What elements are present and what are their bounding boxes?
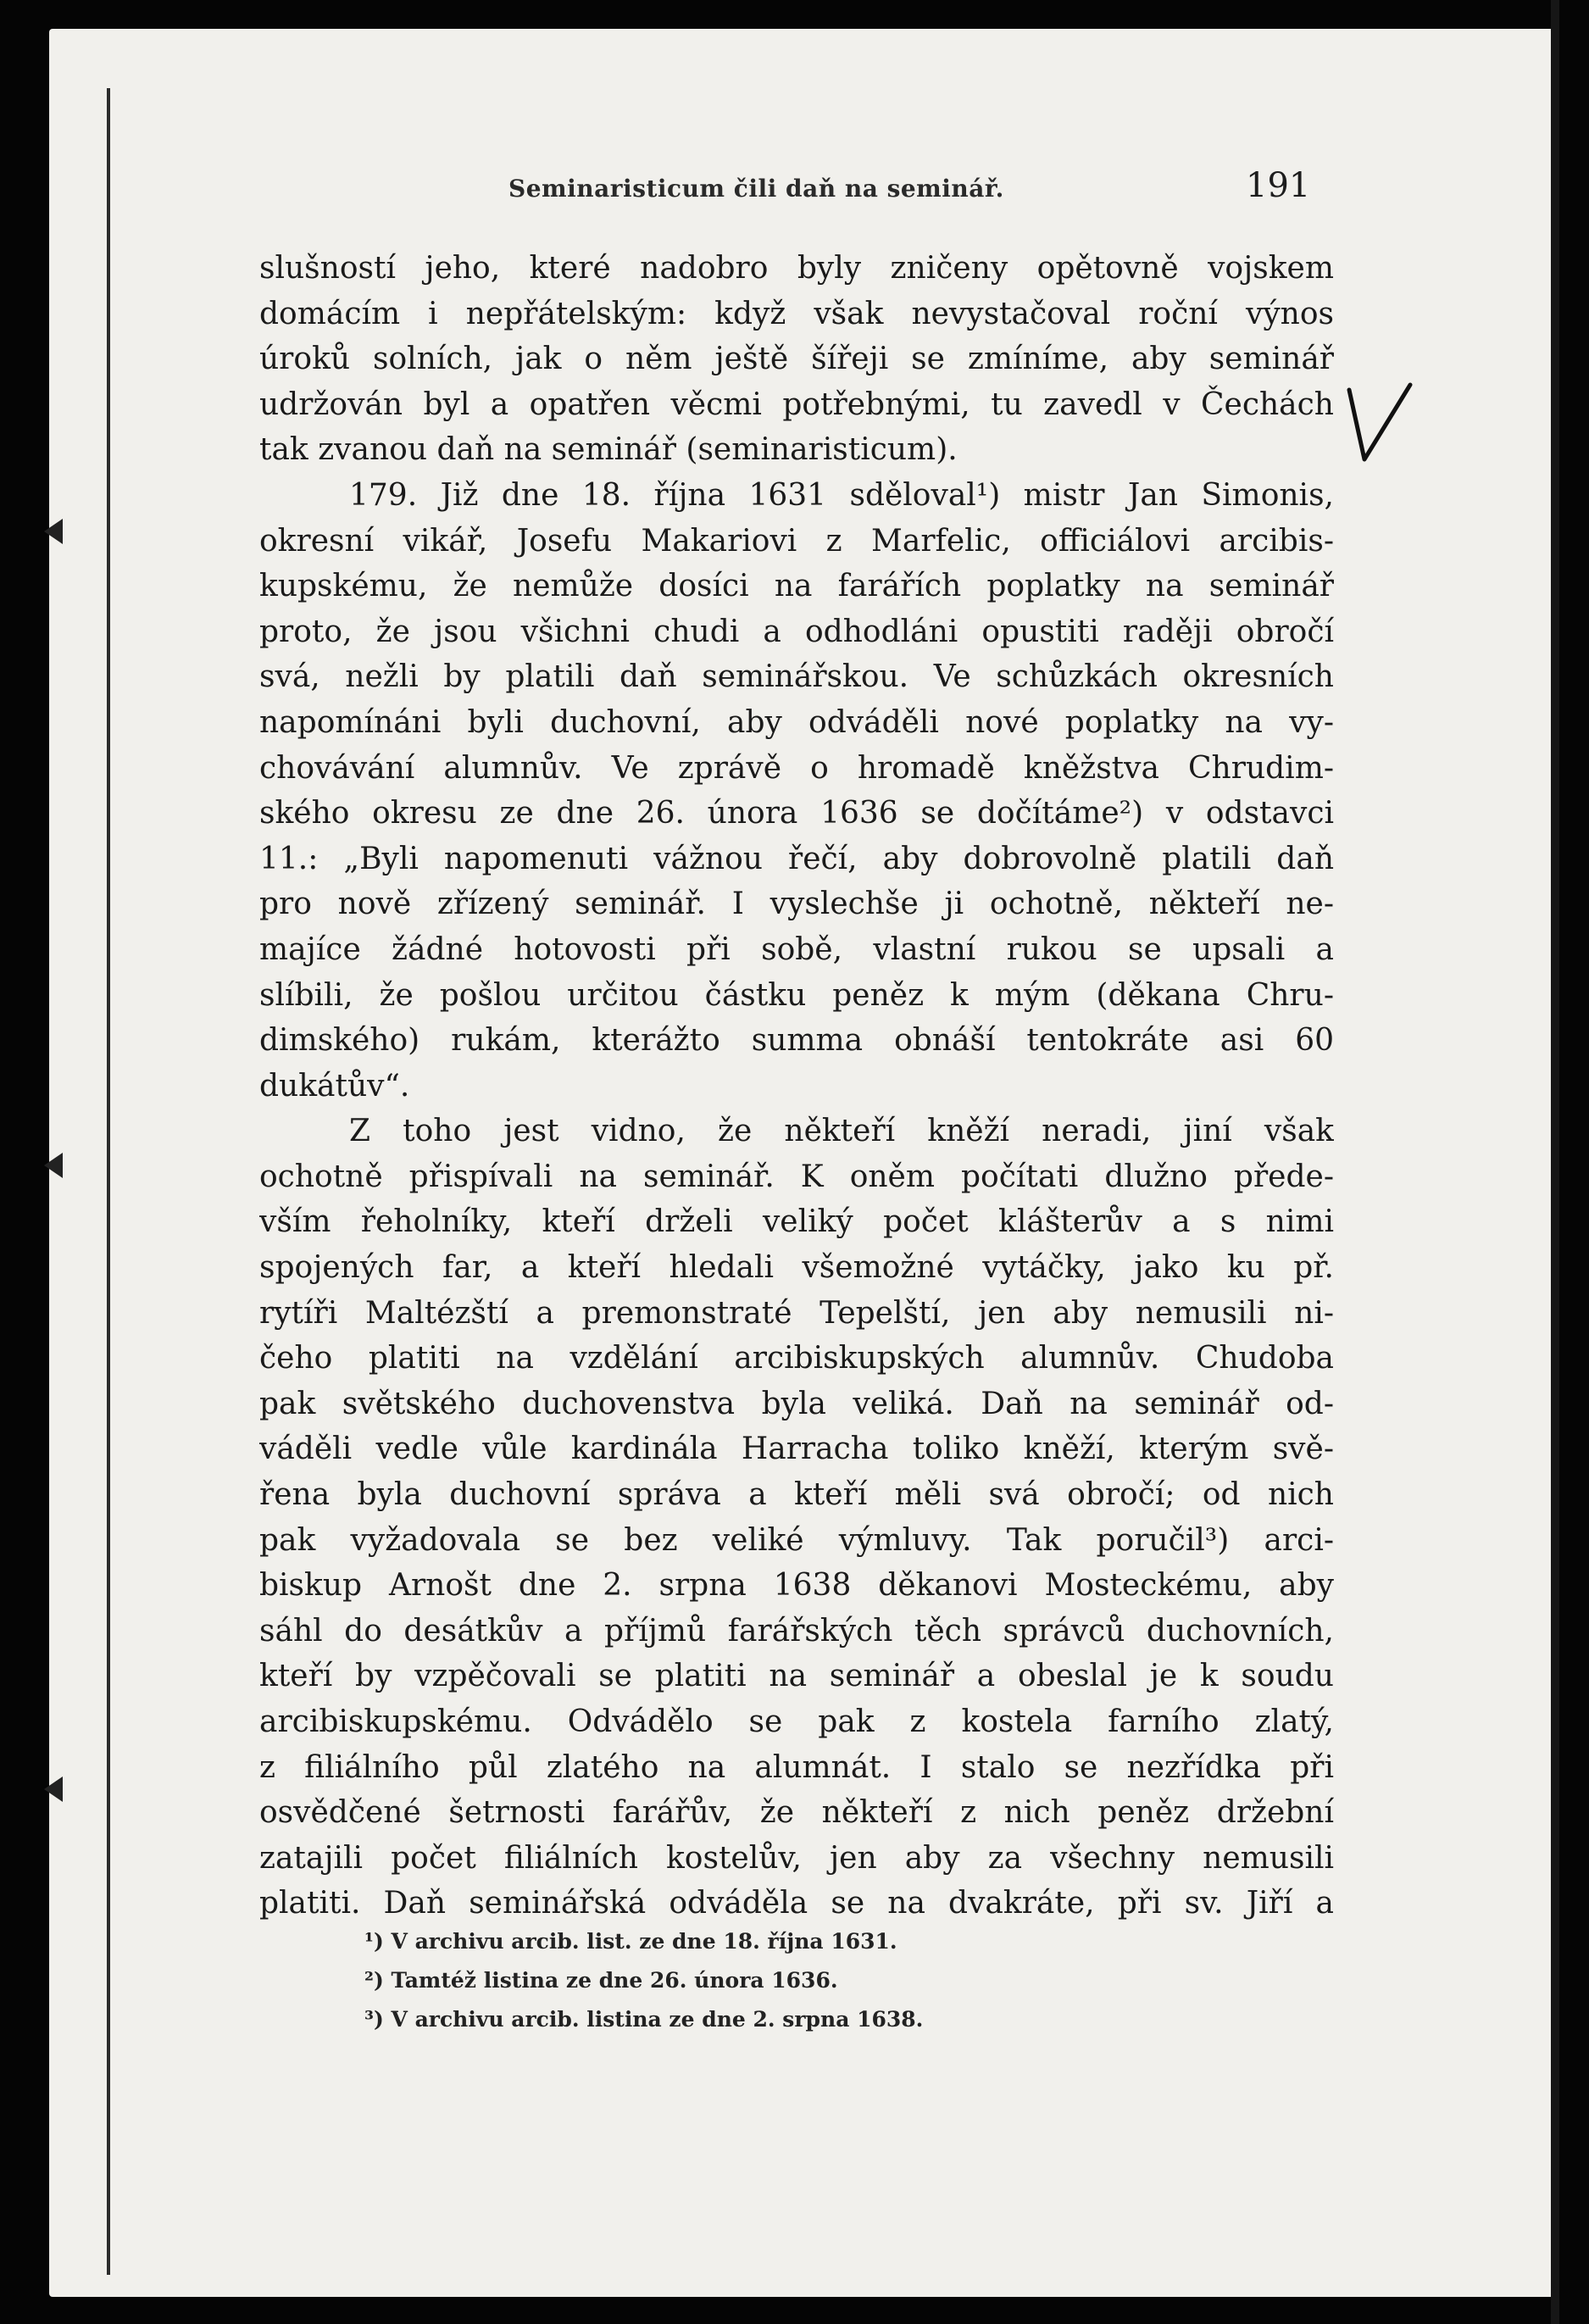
- text-line: tak zvanou daň na seminář (seminaristicum).: [259, 432, 958, 468]
- text-line: udržován byl a opatřen věcmi potřebnými, tu zavedl v Čechách: [259, 386, 1334, 422]
- text-line: z filiálního půl zlatého na alumnát. I stalo se nezřídka při: [259, 1749, 1334, 1785]
- text-line: úroků solních, jak o něm ještě šířeji se zmíníme, aby seminář: [259, 342, 1334, 377]
- text-line: dukátův“.: [259, 1068, 410, 1104]
- text-line: pro nově zřízený seminář. I vyslechše ji ochotně, někteří ne-: [259, 887, 1334, 922]
- running-header: Seminaristicum čili daň na seminář.: [508, 175, 1004, 203]
- text-line: rytíři Maltézští a premonstraté Tepelští, jen aby nemusili ni-: [259, 1295, 1334, 1331]
- text-line: okresní vikář, Josefu Makariovi z Marfelic, officiálovi arcibis-: [259, 523, 1334, 559]
- text-line: biskup Arnošt dne 2. srpna 1638 děkanovi Mosteckému, aby: [259, 1568, 1334, 1604]
- text-line: platiti. Daň seminářská odváděla se na dvakráte, při sv. Jiří a: [259, 1886, 1334, 1921]
- text-line: chovávání alumnův. Ve zprávě o hromadě kněžstva Chrudim-: [259, 750, 1334, 786]
- text-line: pak světského duchovenstva byla veliká. Daň na seminář od-: [259, 1386, 1334, 1421]
- text-line: 179. Již dne 18. října 1631 sděloval¹) mistr Jan Simonis,: [349, 477, 1334, 513]
- text-line: Z toho jest vidno, že někteří kněží neradi, jiní však: [349, 1114, 1334, 1149]
- text-line: slíbili, že pošlou určitou částku peněz k mým (děkana Chru-: [259, 977, 1334, 1013]
- text-line: majíce žádné hotovosti při sobě, vlastní rukou se upsali a: [259, 931, 1334, 967]
- text-line: čeho platiti na vzdělání arcibiskupských alumnův. Chudoba: [259, 1341, 1334, 1376]
- text-line: domácím i nepřátelským: když však nevystačoval roční výnos: [259, 296, 1334, 331]
- text-line: zatajili počet filiálních kostelův, jen aby za všechny nemusili: [259, 1840, 1334, 1876]
- handwritten-check-icon: [1341, 381, 1417, 466]
- text-line: arcibiskupskému. Odvádělo se pak z kostela farního zlatý,: [259, 1704, 1334, 1739]
- text-line: váděli vedle vůle kardinála Harracha toliko kněží, kterým svě-: [259, 1432, 1334, 1467]
- text-line: kteří by vzpěčovali se platiti na seminář a obeslal je k soudu: [259, 1659, 1334, 1694]
- text-line: ochotně přispívali na seminář. K oněm počítati dlužno přede-: [259, 1159, 1334, 1194]
- text-line: dimského) rukám, kterážto summa obnáší tentokráte asi 60: [259, 1023, 1334, 1059]
- text-line: kupskému, že nemůže dosíci na farářích poplatky na seminář: [259, 569, 1334, 604]
- body-text: [259, 246, 1334, 1926]
- text-line: vším řeholníky, kteří drželi veliký počet klášterův a s nimi: [259, 1204, 1334, 1240]
- binding-edge-line: [107, 88, 110, 2275]
- text-line: napomínáni byli duchovní, aby odváděli nové poplatky na vy-: [259, 704, 1334, 740]
- footnotes: [364, 1922, 1297, 2039]
- footnote: ²) Tamtéž listina ze dne 26. února 1636.: [364, 1968, 838, 1993]
- text-line: řena byla duchovní správa a kteří měli svá obročí; od nich: [259, 1477, 1334, 1513]
- text-line: pak vyžadovala se bez veliké výmluvy. Tak poručil³) arci-: [259, 1522, 1334, 1558]
- text-line: svá, nežli by platili daň seminářskou. Ve schůzkách okresních: [259, 659, 1334, 695]
- text-line: 11.: „Byli napomenuti vážnou řečí, aby dobrovolně platili daň: [259, 841, 1334, 876]
- text-line: sáhl do desátkův a příjmů farářských těch správců duchovních,: [259, 1613, 1334, 1648]
- text-line: spojených far, a kteří hledali všemožné vytáčky, jako ku př.: [259, 1250, 1334, 1286]
- page-number: 191: [1246, 166, 1311, 205]
- footnote: ¹) V archivu arcib. list. ze dne 18. října 1631.: [364, 1929, 897, 1954]
- text-line: proto, že jsou všichni chudi a odhodláni opustiti raději obročí: [259, 614, 1334, 649]
- text-line: ského okresu ze dne 26. února 1636 se dočítáme²) v odstavci: [259, 796, 1334, 831]
- scan-edge-right: [1551, 0, 1559, 2324]
- text-line: osvědčené šetrnosti farářův, že někteří z nich peněz držební: [259, 1795, 1334, 1831]
- footnote: ³) V archivu arcib. listina ze dne 2. srpna 1638.: [364, 2007, 924, 2032]
- text-line: slušností jeho, které nadobro byly zničeny opětovně vojskem: [259, 251, 1334, 286]
